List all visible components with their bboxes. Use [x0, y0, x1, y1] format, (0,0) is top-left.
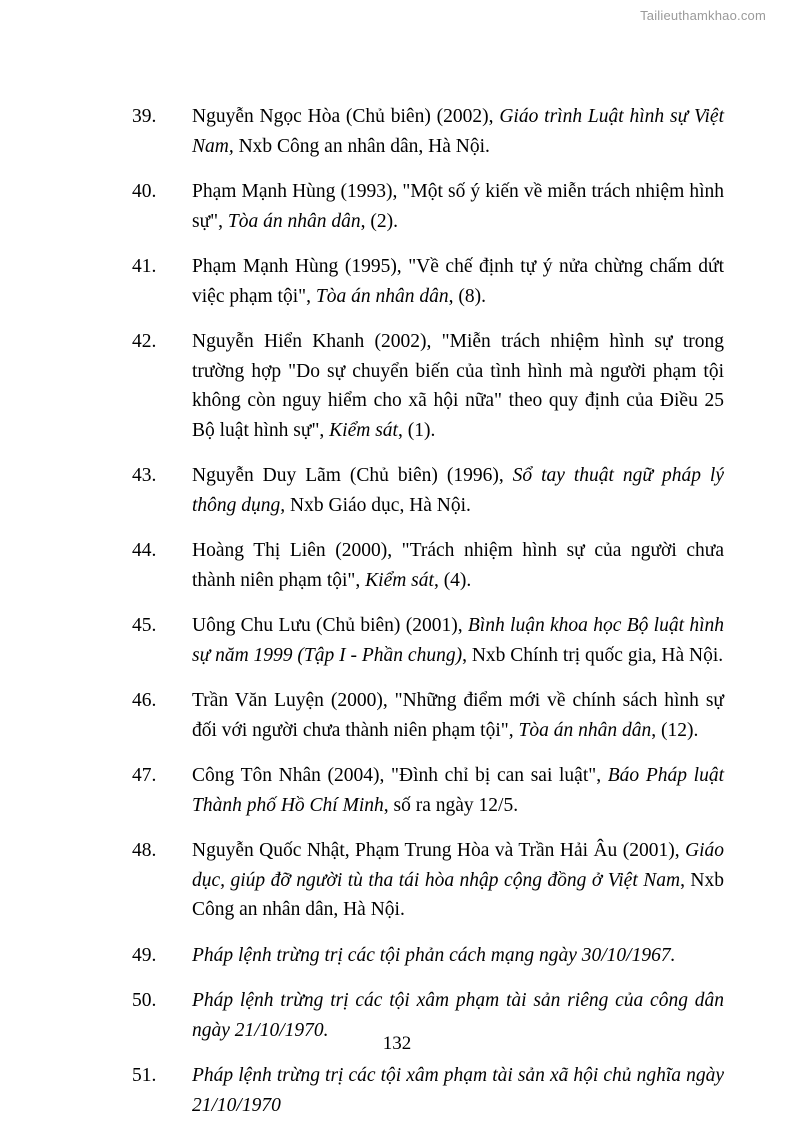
reference-entry [132, 102, 724, 161]
reference-text-segment: Công Tôn Nhân (2004), "Đình chỉ bị can sai luật", [192, 765, 608, 786]
reference-title-italic: Bình luận khoa học Bộ luật hình sự năm 1999 (Tập I - Phần chung) [192, 615, 724, 666]
reference-text-segment: Nguyễn Hiển Khanh (2002), "Miễn trách nhiệm hình sự trong trường hợp "Do sự chuyển biến của tình hình mà người phạm tội không còn nguy hiểm cho xã hội nữa" theo quy định của Điều 25 Bộ luật hình sự", [192, 331, 724, 441]
reference-text-segment: Nxb Công an nhân dân, Hà Nội. [233, 135, 490, 157]
reference-entry [132, 761, 724, 820]
reference-title-italic: Báo Pháp luật Thành phố Hồ Chí Minh [192, 765, 724, 816]
reference-title-italic: Kiểm sát [329, 419, 398, 441]
watermark-text: Tailieuthamkhao.com [640, 8, 766, 23]
reference-number: 43. [132, 465, 157, 486]
reference-text-segment: , (2). [360, 210, 398, 232]
reference-number: 50. [132, 990, 157, 1011]
reference-text [192, 761, 724, 820]
reference-text [192, 941, 724, 971]
reference-text-segment: , Nxb Chính trị quốc gia, Hà Nội. [462, 644, 724, 666]
reference-text [192, 327, 724, 445]
reference-number: 41. [132, 256, 157, 277]
reference-entry [132, 686, 724, 745]
reference-text-segment: , (1). [397, 419, 436, 441]
reference-text [192, 1061, 724, 1120]
reference-number: 40. [132, 181, 157, 202]
reference-title-italic: Tòa án nhân dân [518, 719, 652, 741]
reference-number: 39. [132, 106, 157, 127]
reference-title-italic: Pháp lệnh trừng trị các tội xâm phạm tài sản riêng của công dân ngày 21/10/1970. [192, 990, 724, 1041]
reference-entry [132, 461, 724, 520]
reference-text [192, 177, 724, 236]
reference-entry [132, 1061, 724, 1120]
reference-number: 45. [132, 615, 157, 636]
reference-text-segment: Nguyễn Quốc Nhật, Phạm Trung Hòa và Trần Hải Âu (2001), [192, 840, 685, 861]
reference-text-segment: Phạm Mạnh Hùng (1995), "Về chế định tự ý nửa chừng chấm dứt việc phạm tội", [192, 256, 724, 307]
page-number: 132 [382, 1033, 412, 1054]
reference-text-segment: Nxb Giáo dục, Hà Nội. [285, 494, 471, 516]
reference-entry [132, 252, 724, 311]
reference-text-segment: Hoàng Thị Liên (2000), "Trách nhiệm hình sự của người chưa thành niên phạm tội", [192, 540, 724, 591]
reference-text-segment: Nguyễn Duy Lãm (Chủ biên) (1996), [192, 465, 513, 486]
reference-list [132, 102, 724, 1120]
reference-text [192, 836, 724, 925]
reference-text-segment: , Nxb Công an nhân dân, Hà Nội. [192, 869, 724, 920]
reference-number: 47. [132, 765, 157, 786]
reference-title-italic: Sổ tay thuật ngữ pháp lý thông dụng, [192, 465, 724, 516]
reference-number: 49. [132, 944, 157, 966]
reference-title-italic: Giáo dục, giúp đỡ người tù tha tái hòa nhập cộng đồng ở Việt Nam [192, 840, 724, 891]
reference-text-segment: Nguyễn Ngọc Hòa (Chủ biên) (2002), [192, 106, 500, 127]
reference-title-italic: Tòa án nhân dân [227, 210, 361, 232]
reference-text [192, 686, 724, 745]
reference-text [192, 611, 724, 670]
reference-number: 46. [132, 690, 157, 711]
reference-title-italic: Kiểm sát [365, 569, 434, 591]
reference-text-segment: , (8). [448, 285, 486, 307]
reference-entry [132, 327, 724, 445]
reference-text [192, 102, 724, 161]
reference-text-segment: Phạm Mạnh Hùng (1993), "Một số ý kiến về miễn trách nhiệm hình sự", [192, 181, 724, 232]
reference-title-italic: Tòa án nhân dân [315, 285, 449, 307]
reference-text [192, 252, 724, 311]
reference-title-italic: Giáo trình Luật hình sự Việt Nam, [192, 106, 724, 157]
reference-text-segment: , số ra ngày 12/5. [383, 794, 519, 816]
reference-text-segment: , (4). [433, 569, 472, 591]
reference-number: 51. [132, 1065, 157, 1086]
reference-number: 44. [132, 540, 157, 561]
reference-number: 42. [132, 331, 157, 352]
reference-entry [132, 611, 724, 670]
reference-text [192, 536, 724, 595]
reference-text-segment: Trần Văn Luyện (2000), "Những điểm mới về chính sách hình sự đối với người chưa thành niên phạm tội", [192, 690, 724, 741]
reference-entry [132, 177, 724, 236]
reference-entry [132, 941, 724, 971]
reference-entry [132, 836, 724, 925]
reference-text [192, 461, 724, 520]
reference-title-italic: Pháp lệnh trừng trị các tội xâm phạm tài sản xã hội chủ nghĩa ngày 21/10/1970 [192, 1065, 724, 1116]
reference-number: 48. [132, 840, 157, 861]
reference-text-segment: , (12). [651, 719, 699, 741]
reference-entry [132, 536, 724, 595]
reference-title-italic: Pháp lệnh trừng trị các tội phản cách mạng ngày 30/10/1967. [192, 944, 676, 966]
reference-text-segment: Uông Chu Lưu (Chủ biên) (2001), [192, 615, 468, 636]
